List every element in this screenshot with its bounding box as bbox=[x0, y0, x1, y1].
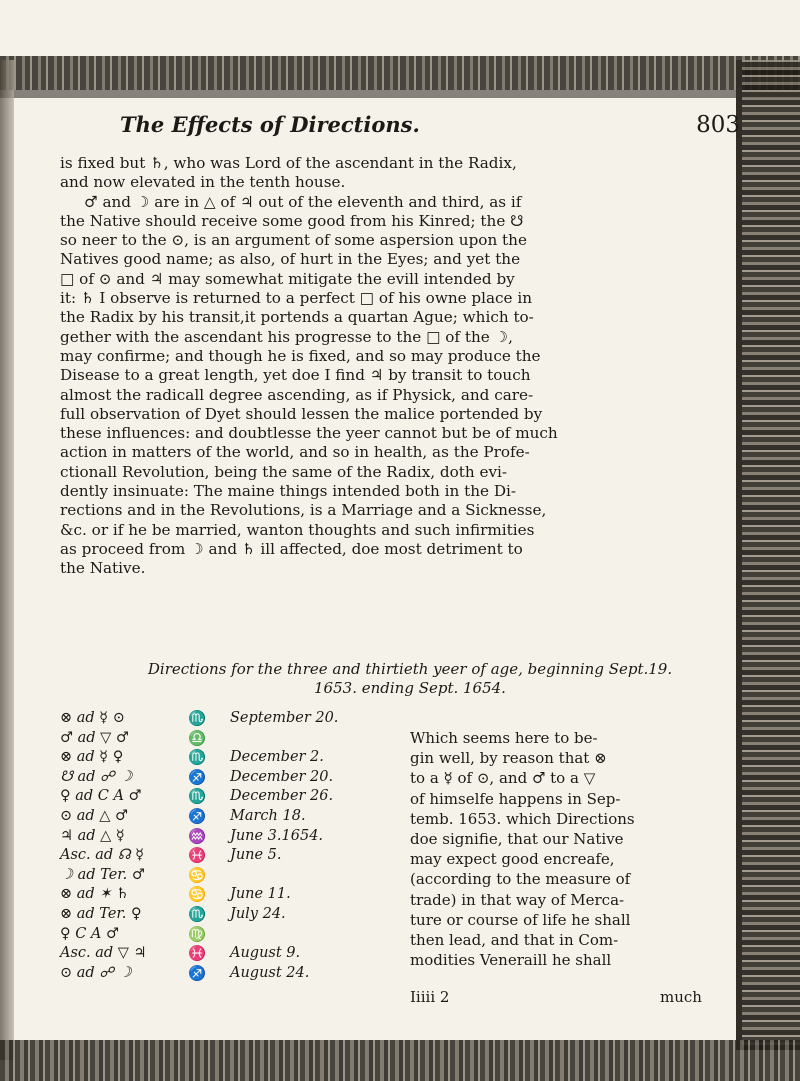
direction-aspect: Asc. ad ☊ ☿ bbox=[60, 847, 145, 864]
page-number: 803 bbox=[696, 112, 740, 138]
text-line: full observation of Dyet should lessen the malice portended by bbox=[60, 404, 543, 423]
text-line: these influences: and doubtlesse the yeer cannot but be of much bbox=[60, 424, 558, 443]
right-ornament-border bbox=[738, 60, 800, 1050]
text-line: it: ♄ I observe is returned to a perfect □ of his owne place in bbox=[60, 289, 533, 308]
bottom-ornament-border bbox=[0, 1040, 800, 1081]
text-line: trade) in that way of Merca- bbox=[410, 890, 625, 909]
direction-sign: ♐ bbox=[188, 808, 207, 825]
direction-row bbox=[60, 945, 365, 965]
direction-row bbox=[60, 906, 365, 926]
direction-sign: ♏ bbox=[188, 789, 207, 806]
direction-sign: ♍ bbox=[188, 926, 207, 943]
text-line: ture or course of life he shall bbox=[410, 910, 631, 929]
left-page-edge bbox=[0, 60, 14, 1060]
direction-sign: ♏ bbox=[188, 750, 207, 767]
direction-row bbox=[60, 965, 365, 985]
text-line: the Radix by his transit,it portends a quartan Ague; which to- bbox=[60, 308, 534, 327]
direction-sign: ♐ bbox=[188, 769, 207, 786]
text-line: (according to the measure of bbox=[410, 870, 631, 889]
direction-sign: ♓ bbox=[188, 946, 207, 963]
direction-row bbox=[60, 847, 365, 867]
direction-date: December 20. bbox=[230, 768, 334, 785]
direction-aspect: ⊗ ad ☿ ♀ bbox=[60, 749, 124, 766]
direction-aspect: ♀ C A ♂ bbox=[60, 925, 119, 942]
text-line: ♂ and ☽ are in △ of ♃ out of the eleventh and third, as if bbox=[84, 192, 522, 211]
direction-sign: ♐ bbox=[188, 965, 207, 982]
catchword: much bbox=[660, 988, 702, 1006]
text-line: Disease to a great length, yet doe I find ♃ by transit to touch bbox=[60, 366, 531, 385]
direction-aspect: ☽ ad Ter. ♂ bbox=[60, 866, 145, 883]
text-line: and now elevated in the tenth house. bbox=[60, 173, 346, 192]
direction-row bbox=[60, 730, 365, 750]
text-line: so neer to the ⊙, is an argument of some aspersion upon the bbox=[60, 231, 527, 250]
direction-date: July 24. bbox=[230, 905, 286, 922]
direction-aspect: ☋ ad ☍ ☽ bbox=[60, 768, 133, 785]
text-line: temb. 1653. which Directions bbox=[410, 809, 635, 828]
section-title bbox=[75, 660, 745, 698]
direction-row bbox=[60, 808, 365, 828]
direction-aspect: ⊗ ad Ter. ♀ bbox=[60, 905, 142, 922]
direction-date: December 26. bbox=[230, 788, 334, 805]
text-line: Which seems here to be- bbox=[410, 729, 598, 747]
side-paragraph bbox=[410, 728, 740, 970]
text-line: modities Veneraill he shall bbox=[410, 951, 612, 970]
direction-row bbox=[60, 886, 365, 906]
direction-date: August 9. bbox=[230, 945, 301, 962]
directions-table bbox=[60, 710, 365, 984]
direction-row bbox=[60, 749, 365, 769]
signature-mark: Iiiii 2 bbox=[410, 988, 450, 1006]
page-header bbox=[110, 112, 740, 146]
direction-aspect: ⊗ ad ✶ ♄ bbox=[60, 886, 130, 903]
text-line: rections and in the Revolutions, is a Marriage and a Sicknesse, bbox=[60, 501, 547, 520]
direction-date: August 24. bbox=[230, 964, 310, 981]
direction-aspect: ♀ ad C A ♂ bbox=[60, 788, 142, 805]
direction-date: December 2. bbox=[230, 749, 324, 766]
text-line: almost the radicall degree ascending, as if Physick, and care- bbox=[60, 385, 534, 404]
direction-sign: ♏ bbox=[188, 906, 207, 923]
section-title-line: Directions for the three and thirtieth yeer of age, beginning Sept.19. bbox=[147, 660, 673, 678]
direction-date: June 5. bbox=[230, 847, 282, 864]
text-line: may confirme; and though he is fixed, and so may produce the bbox=[60, 346, 541, 365]
direction-sign: ♎ bbox=[188, 730, 207, 747]
text-line: to a ☿ of ⊙, and ♂ to a ▽ bbox=[410, 769, 596, 788]
direction-row bbox=[60, 867, 365, 887]
text-line: gether with the ascendant his progresse to the □ of the ☽, bbox=[60, 327, 513, 346]
direction-row bbox=[60, 710, 365, 730]
text-line: then lead, and that in Com- bbox=[410, 930, 619, 949]
direction-aspect: ♃ ad △ ☿ bbox=[60, 827, 125, 844]
text-line: ctionall Revolution, being the same of the Radix, doth evi- bbox=[60, 462, 508, 481]
running-title: The Effects of Directions. bbox=[120, 112, 420, 137]
direction-row bbox=[60, 926, 365, 946]
text-line: of himselfe happens in Sep- bbox=[410, 789, 621, 808]
section-title-line: 1653. ending Sept. 1654. bbox=[314, 679, 506, 697]
direction-aspect: ⊙ ad △ ♂ bbox=[60, 807, 129, 824]
direction-row bbox=[60, 769, 365, 789]
direction-aspect: Asc. ad ▽ ♃ bbox=[60, 945, 147, 962]
direction-sign: ♋ bbox=[188, 887, 207, 904]
text-line: □ of ⊙ and ♃ may somewhat mitigate the evill intended by bbox=[60, 269, 515, 288]
text-line: action in matters of the world, and so in health, as the Profe- bbox=[60, 443, 530, 462]
direction-sign: ♒ bbox=[188, 828, 207, 845]
direction-sign: ♓ bbox=[188, 848, 207, 865]
text-line: the Native. bbox=[60, 559, 146, 578]
text-line: gin well, by reason that ⊗ bbox=[410, 749, 607, 768]
direction-date: June 11. bbox=[230, 886, 291, 903]
text-line: may expect good encreafe, bbox=[410, 850, 615, 869]
direction-row bbox=[60, 788, 365, 808]
text-line: doe signifie, that our Native bbox=[410, 829, 624, 848]
text-line: &c. or if he be married, wanton thoughts and such infirmities bbox=[60, 520, 535, 539]
text-line: as proceed from ☽ and ♄ ill affected, doe most detriment to bbox=[60, 539, 523, 558]
text-line: the Native should receive some good from his Kinred; the ☋ bbox=[60, 211, 524, 230]
direction-sign: ♋ bbox=[188, 867, 207, 884]
text-line: is fixed but ♄, who was Lord of the ascendant in the Radix, bbox=[60, 154, 517, 172]
text-line: dently insinuate: The maine things intended both in the Di- bbox=[60, 482, 516, 501]
direction-row bbox=[60, 828, 365, 848]
main-paragraph bbox=[60, 154, 740, 579]
direction-sign: ♏ bbox=[188, 711, 207, 727]
direction-aspect: ⊙ ad ☍ ☽ bbox=[60, 964, 132, 981]
text-line: Natives good name; as also, of hurt in the Eyes; and yet the bbox=[60, 250, 521, 269]
top-ornament-border bbox=[0, 56, 800, 90]
top-ornament-rule bbox=[0, 90, 800, 98]
direction-date: September 20. bbox=[230, 710, 339, 726]
direction-date: June 3.1654. bbox=[230, 827, 324, 844]
direction-date: March 18. bbox=[230, 807, 306, 824]
direction-aspect: ♂ ad ▽ ♂ bbox=[60, 729, 129, 746]
direction-aspect: ⊗ ad ☿ ⊙ bbox=[60, 710, 125, 726]
